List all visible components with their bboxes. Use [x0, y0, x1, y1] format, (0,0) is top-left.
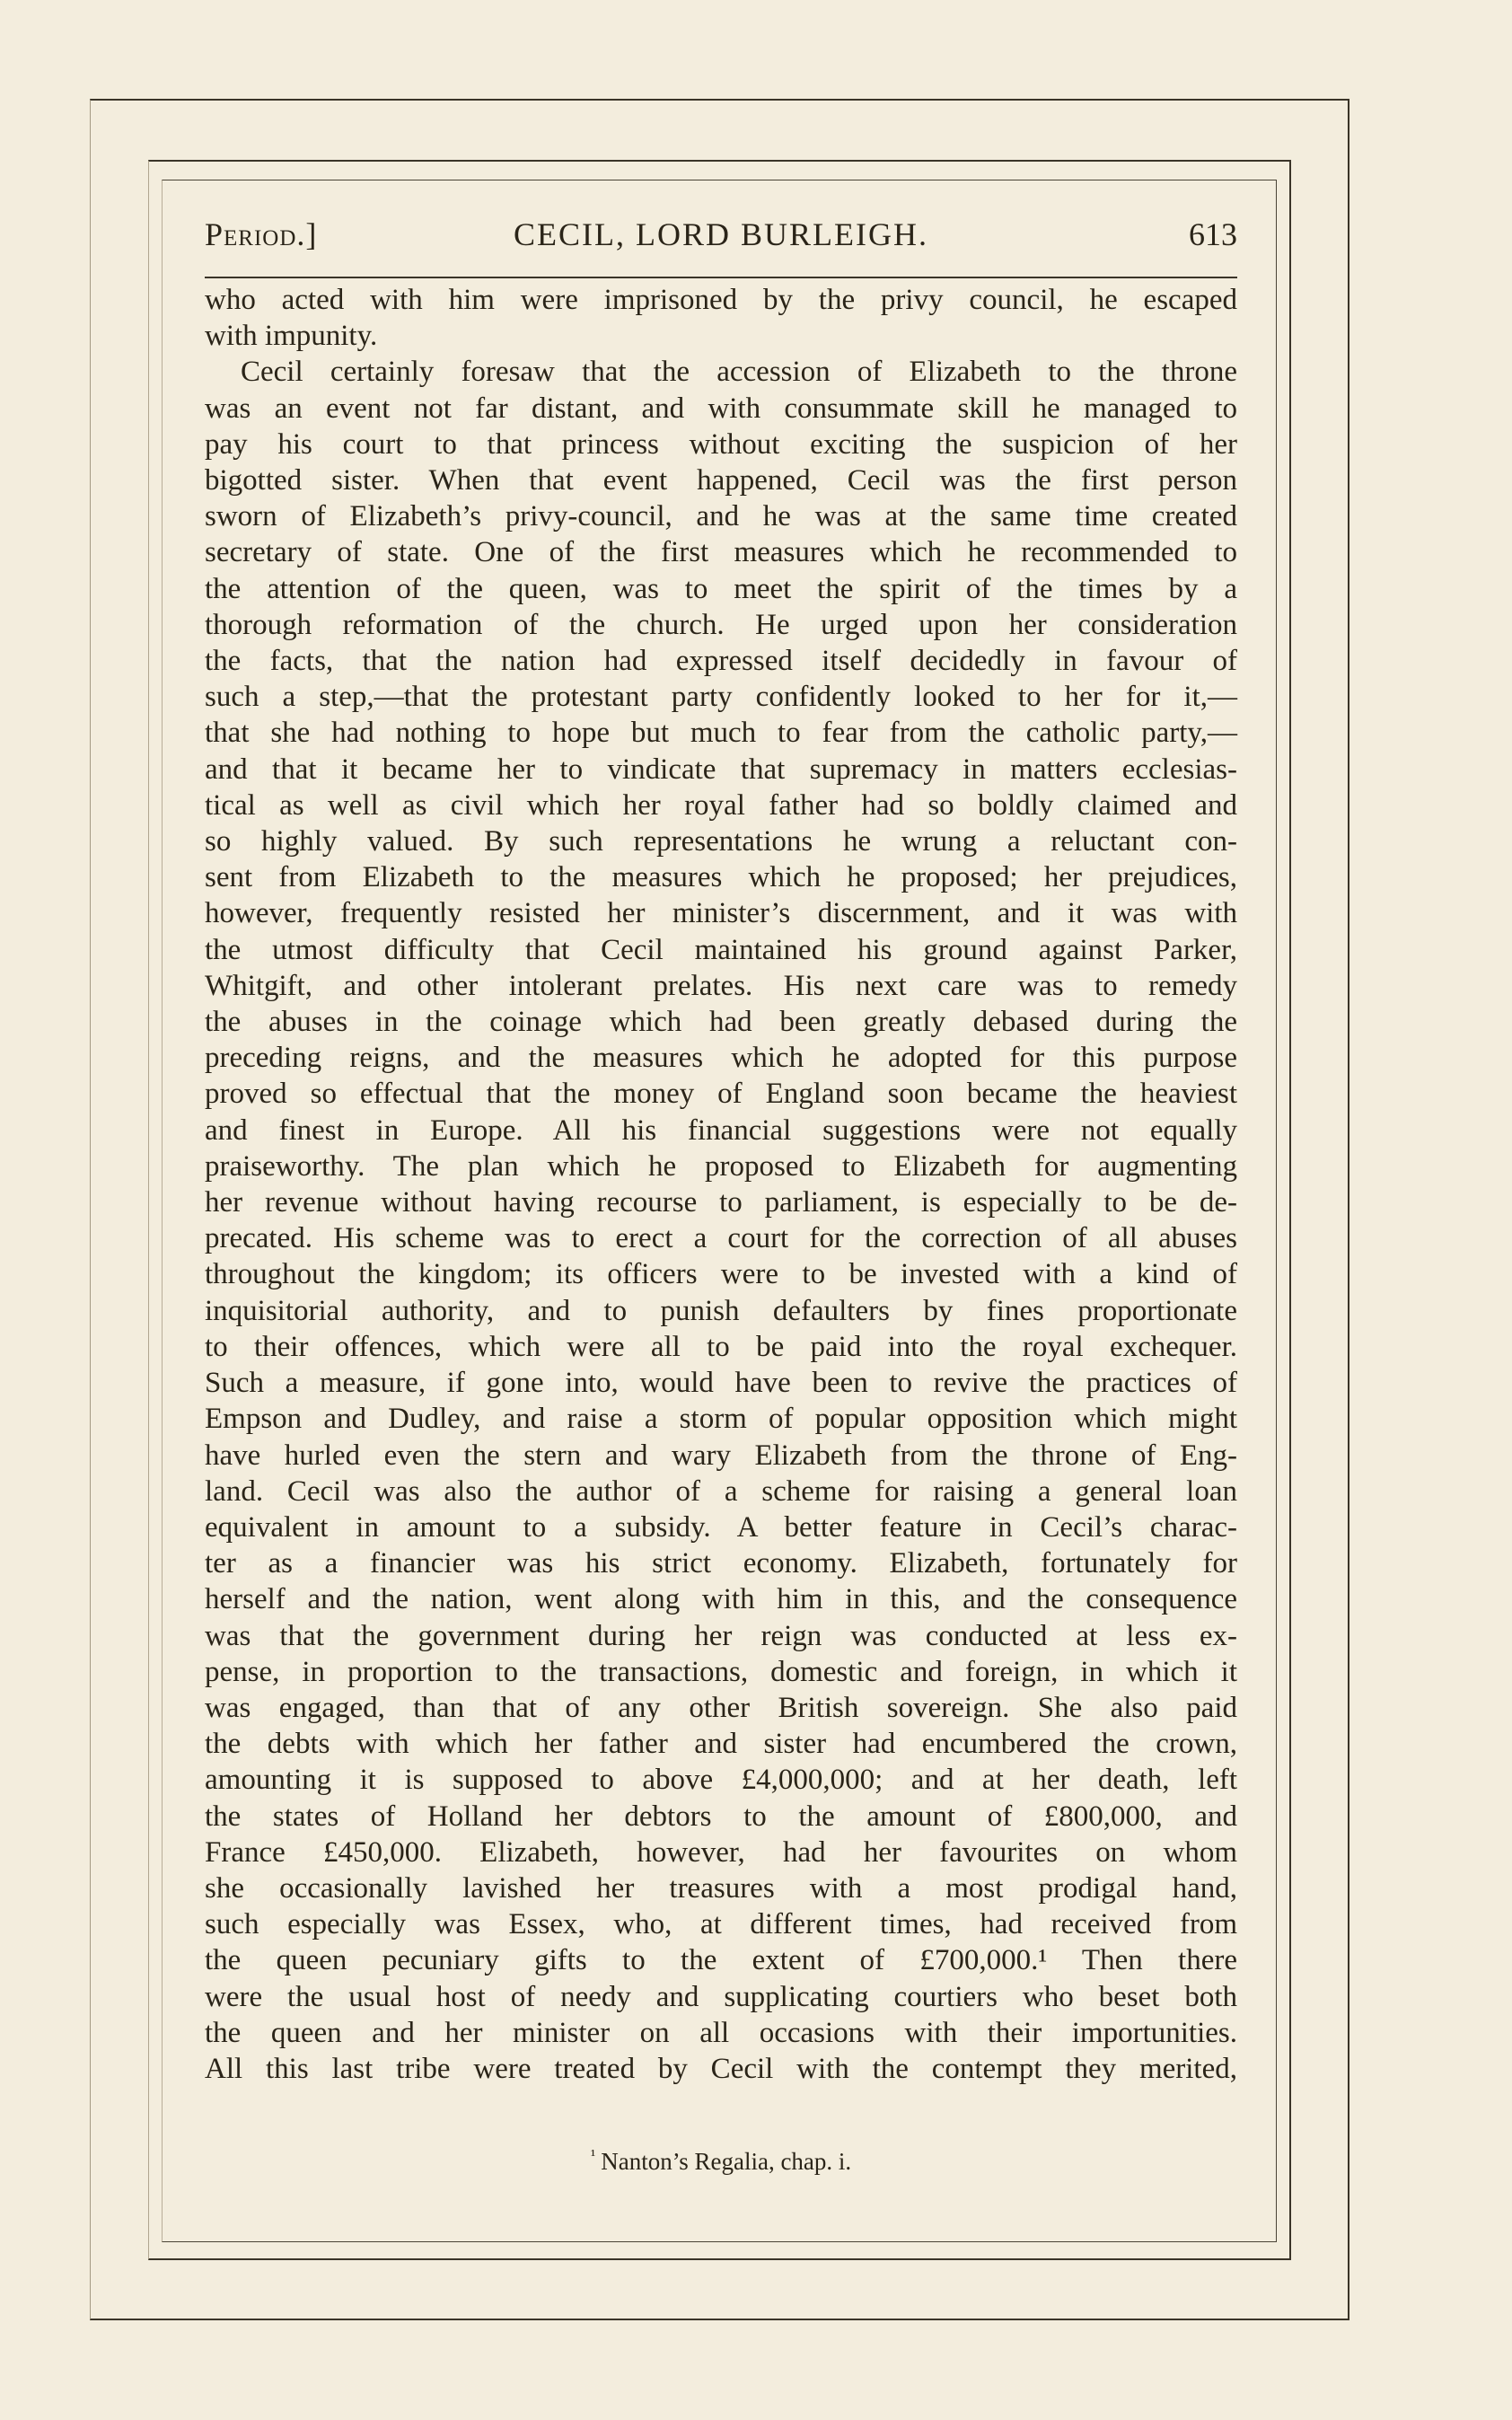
text-line: herself and the nation, went along with him in this, and the consequence — [205, 1583, 1237, 1616]
text-line: who acted with him were imprisoned by the privy council, he escaped — [205, 284, 1237, 316]
text-line: such especially was Essex, who, at different times, had received from — [205, 1908, 1237, 1941]
text-line: however, frequently resisted her minister’s discernment, and it was with — [205, 897, 1237, 930]
footnote — [205, 2139, 1237, 2178]
text-line: praiseworthy. The plan which he proposed to Elizabeth for augmenting — [205, 1149, 1237, 1183]
text-line: the abuses in the coinage which had been greatly debased during the — [205, 1006, 1237, 1039]
text-line: equivalent in amount to a subsidy. A better feature in Cecil’s charac- — [205, 1510, 1237, 1544]
text-line: Empson and Dudley, and raise a storm of popular opposition which might — [205, 1403, 1237, 1436]
body-text — [205, 282, 1237, 2087]
text-line: she occasionally lavished her treasures with a most prodigal hand, — [205, 1871, 1237, 1905]
page-number: 613 — [1189, 216, 1237, 252]
text-line: ter as a financier was his strict economy. Elizabeth, fortunately for — [205, 1547, 1237, 1580]
text-line: was that the government during her reign was conducted at less ex- — [205, 1619, 1237, 1652]
text-line: pense, in proportion to the transactions, domestic and foreign, in which it — [205, 1655, 1237, 1688]
text-line: precated. His scheme was to erect a court for the correction of all abuses — [205, 1222, 1237, 1255]
text-line: bigotted sister. When that event happened, Cecil was the first person — [205, 464, 1237, 497]
text-line: secretary of state. One of the first measures which he recommended to — [205, 536, 1237, 569]
header-rule — [205, 277, 1237, 278]
text-line: the attention of the queen, was to meet the spirit of the times by a — [205, 572, 1237, 605]
text-line: was engaged, than that of any other British sovereign. She also paid — [205, 1691, 1237, 1724]
text-line: inquisitorial authority, and to punish defaulters by fines proportionate — [205, 1294, 1237, 1327]
text-line: the utmost difficulty that Cecil maintained his ground against Parker, — [205, 933, 1237, 966]
text-line: sent from Elizabeth to the measures which he proposed; her prejudices, — [205, 861, 1237, 894]
text-line: to their offences, which were all to be paid into the royal exchequer. — [205, 1330, 1237, 1363]
text-line: was an event not far distant, and with consummate skill he managed to — [205, 392, 1237, 425]
text-line: the states of Holland her debtors to the amount of £800,000, and — [205, 1800, 1237, 1833]
text-line: Cecil certainly foresaw that the accession of Elizabeth to the throne — [241, 356, 1237, 389]
text-line: thorough reformation of the church. He urged upon her consideration — [205, 608, 1237, 641]
running-header — [205, 212, 1237, 257]
text-line: pay his court to that princess without exciting the suspicion of her — [205, 427, 1237, 461]
text-line: land. Cecil was also the author of a scheme for raising a general loan — [205, 1474, 1237, 1508]
text-line: her revenue without having recourse to parliament, is especially to be de- — [205, 1186, 1237, 1219]
footnote-marker: ¹ — [590, 2146, 596, 2164]
text-line: have hurled even the stern and wary Elizabeth from the throne of Eng- — [205, 1439, 1237, 1472]
text-line: and that it became her to vindicate that supremacy in matters ecclesias- — [205, 752, 1237, 786]
text-line: the queen and her minister on all occasions with their importunities. — [205, 2016, 1237, 2049]
text-line: tical as well as civil which her royal father had so boldly claimed and — [205, 788, 1237, 822]
footnote-text: Nanton’s Regalia, chap. i. — [601, 2148, 852, 2175]
header-period: Period.] — [205, 216, 318, 252]
header-title: CECIL, LORD BURLEIGH. — [514, 216, 928, 252]
text-line: the debts with which her father and sister had encumbered the crown, — [205, 1728, 1237, 1761]
text-line: sworn of Elizabeth’s privy-council, and he was at the same time created — [205, 500, 1237, 533]
text-line: that she had nothing to hope but much to fear from the catholic party,— — [205, 717, 1237, 750]
text-line: the queen pecuniary gifts to the extent of £700,000.¹ Then there — [205, 1944, 1237, 1977]
text-line: preceding reigns, and the measures which he adopted for this purpose — [205, 1042, 1237, 1075]
text-line: and finest in Europe. All his financial suggestions were not equally — [205, 1113, 1237, 1147]
text-line: All this last tribe were treated by Cecil with the contempt they merited, — [205, 2052, 1237, 2085]
text-line: France £450,000. Elizabeth, however, had her favourites on whom — [205, 1835, 1237, 1869]
text-line: were the usual host of needy and supplicating courtiers who beset both — [205, 1980, 1237, 2013]
text-line: throughout the kingdom; its officers were to be invested with a kind of — [205, 1258, 1237, 1291]
text-line: Whitgift, and other intolerant prelates. His next care was to remedy — [205, 969, 1237, 1002]
text-line: such a step,—that the protestant party confidently looked to her for it,— — [205, 681, 1237, 714]
text-line: with impunity. — [205, 320, 378, 353]
text-line: Such a measure, if gone into, would have been to revive the practices of — [205, 1367, 1237, 1400]
text-line: proved so effectual that the money of England soon became the heaviest — [205, 1078, 1237, 1111]
text-line: amounting it is supposed to above £4,000,000; and at her death, left — [205, 1764, 1237, 1797]
text-line: the facts, that the nation had expressed itself decidedly in favour of — [205, 645, 1237, 678]
text-line: so highly valued. By such representations he wrung a reluctant con- — [205, 825, 1237, 858]
